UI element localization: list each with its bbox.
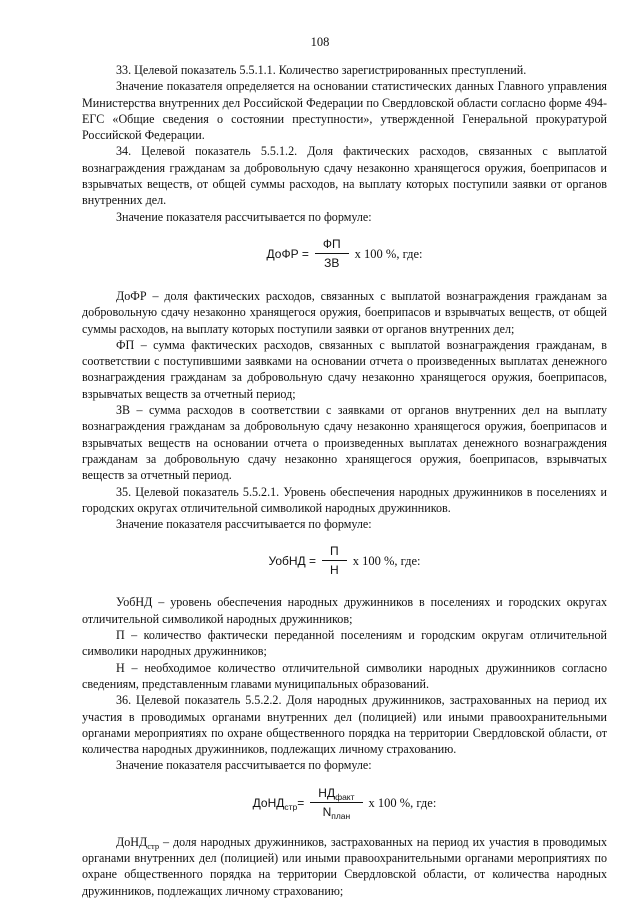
formula-denominator [315,803,359,820]
formula-intro: Значение показателя рассчитывается по формуле: [116,209,372,224]
formula-fraction [310,786,362,820]
formula-dofr [82,237,607,271]
formula-intro: Значение показателя рассчитывается по формуле: [116,517,372,532]
page-number: 108 [310,35,330,49]
definition-dofr: ДоФР – доля фактических расходов, связанных с выплатой вознаграждения гражданам за добровольную сдачу незаконно хранящегося оружия, боеприпасов и взрывчатых веществ, от общей суммы расходов, на выплату которых поступили заявки от органов внутренних дел; [82,288,607,336]
formula-lhs: ДоФР = [266,246,309,261]
definition-obnd: УобНД – уровень обеспечения народных дружинников в поселениях и городских округах отличительной символикой народных дружинников; [82,595,607,626]
formula-denominator: ЗВ [324,255,340,270]
formula-rhs: х 100 %, где: [352,554,421,569]
formula-obnd [82,544,607,578]
numerator-main: НД [318,785,336,800]
formula-rhs: х 100 %, где: [354,246,423,261]
formula-numerator: ФП [315,237,349,254]
definition-text: – доля народных дружинников, застрахованных на период их участия в проводимых органами внутренних дел (полицией) или иными правоохранительными органами мероприятиях по охране общественного порядка на территории Свердловской области, от количества народных дружинников, подлежащих личному страхованию; [82,834,607,898]
definition-p: П – количество фактически переданной поселениям и городским округам отличительной символики народных дружинников; [82,628,607,659]
denominator-subscript: план [331,810,351,821]
formula-lhs-main: ДоНД [252,795,285,810]
document-body [82,62,607,899]
section-33-text: Значение показателя определяется на основании статистических данных Главного управления Министерства внутренних дел Российской Федерации по Свердловской области согласно форме 494-ЕГС «Общие сведения о состоянии преступности», утвержденной Генеральной прокуратурой Российской Федерации. [82,79,607,143]
definition-term: ДоНД [116,834,148,849]
definition-zv: ЗВ – сумма расходов в соответствии с заявками от органов внутренних дел на выплату вознаграждения гражданам за добровольную сдачу незаконно хранящегося оружия, боеприпасов и взрывчатых веществ на основании отчета о произведенных выплатах денежного вознаграждения гражданам за добровольную сдачу незаконно хранящегося оружия, боеприпасов, взрывчатых веществ за отчетный период. [82,403,607,483]
formula-lhs [253,795,305,811]
definition-dond [82,834,607,899]
formula-lhs: УобНД = [268,554,317,569]
formula-fraction [322,544,347,578]
formula-lhs-subscript: стр [284,801,298,812]
definition-fp: ФП – сумма фактических расходов, связанных с выплатой вознаграждения гражданам, в соответствии с поступившими заявками на основании отчета о произведенных выплатах денежного вознаграждения гражданам за добровольную сдачу незаконно хранящегося оружия, боеприпасов, взрывчатых веществ за отчетный период; [82,337,607,401]
section-36-title: 36. Целевой показатель 5.5.2.2. Доля народных дружинников, застрахованных на период их участия в проводимых органами внутренних дел (полицией) или иными правоохранительными органами мероприятиях по охране общественного порядка на территории Свердловской области, от количества народных дружинников, подлежащих личному страхованию. [82,693,607,757]
formula-dond [82,786,607,820]
formula-numerator: П [322,544,347,561]
denominator-main: N [322,804,332,819]
formula-fraction [315,237,349,271]
section-35-title: 35. Целевой показатель 5.5.2.1. Уровень обеспечения народных дружинников в поселениях и городских округах отличительной символикой народных дружинников. [82,484,607,515]
formula-denominator: Н [330,563,339,578]
formula-intro: Значение показателя рассчитывается по формуле: [116,758,372,773]
definition-term-subscript: стр [147,840,160,851]
formula-rhs: х 100 %, где: [368,795,437,810]
formula-lhs-equals: = [297,795,305,810]
numerator-subscript: факт [335,791,355,802]
section-33-title: 33. Целевой показатель 5.5.1.1. Количество зарегистрированных преступлений. [116,63,527,77]
definition-n: Н – необходимое количество отличительной символики народных дружинников согласно сведениям, представленным главами муниципальных образований. [82,660,607,691]
formula-numerator [310,786,362,803]
section-34-title: 34. Целевой показатель 5.5.1.2. Доля фактических расходов, связанных с выплатой вознаграждения гражданам за добровольную сдачу незаконно хранящегося оружия, боеприпасов и взрывчатых веществ, от общей суммы расходов, на выплату которых поступили заявки от органов внутренних дел. [82,144,607,208]
